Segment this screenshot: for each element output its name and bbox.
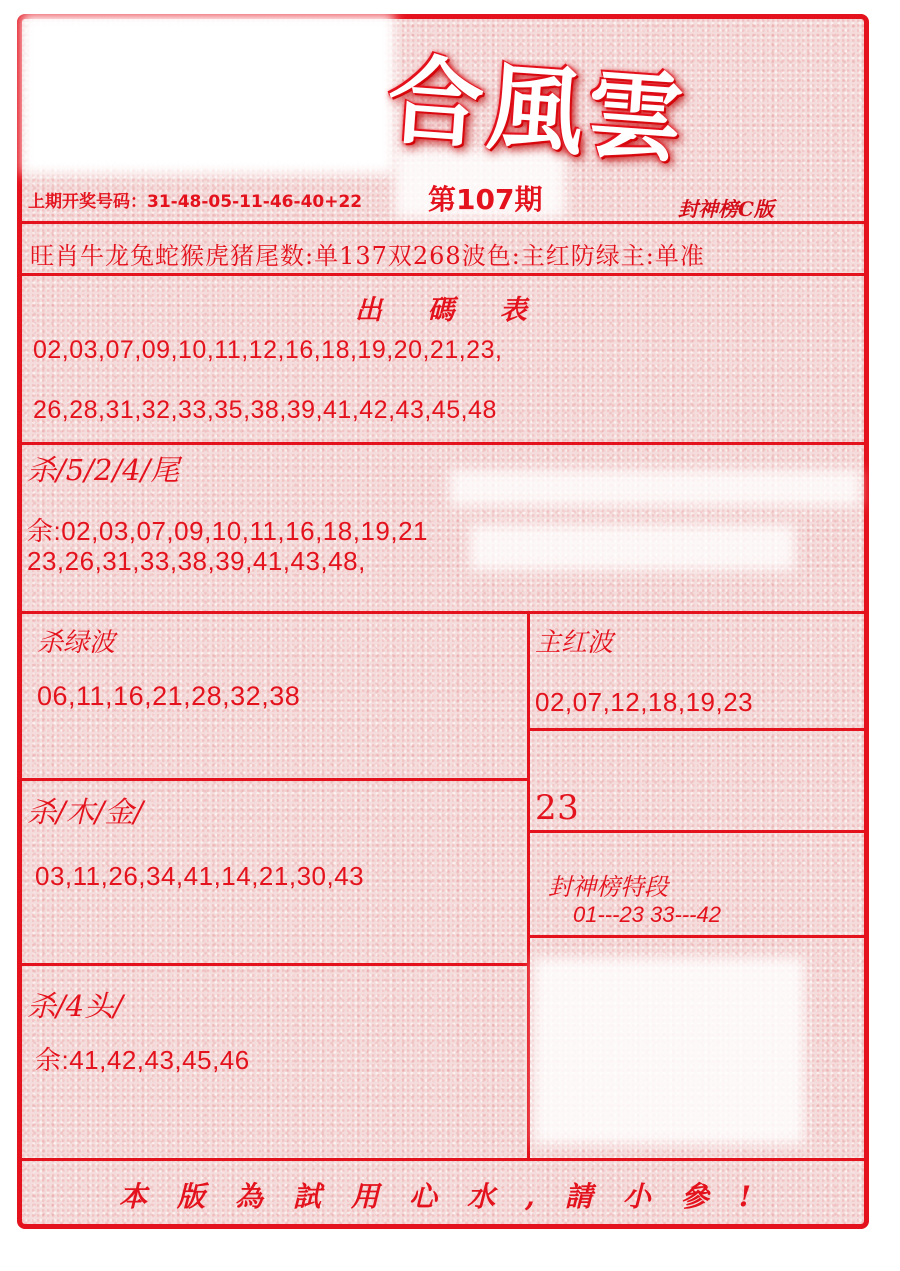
- main-red-numbers: 02,07,12,18,19,23: [535, 687, 754, 717]
- blurred-area: [470, 525, 795, 570]
- numbers-row: 26,28,31,32,33,35,38,39,41,42,43,45,48: [33, 396, 497, 424]
- divider: [20, 778, 530, 781]
- divider: [528, 935, 868, 938]
- divider: [20, 221, 868, 224]
- kill-elements-heading: 杀/木/金/: [27, 795, 144, 829]
- divider: [20, 273, 868, 276]
- footer-note: 本版為試用心水,請小參!: [118, 1180, 782, 1213]
- numbers-table-title: 出 碼 表: [355, 295, 545, 326]
- numbers-row: 02,03,07,09,10,11,12,16,18,19,20,21,23,: [33, 336, 503, 364]
- kill-green-numbers: 06,11,16,21,28,32,38: [37, 681, 301, 711]
- divider: [528, 830, 868, 833]
- divider: [20, 611, 868, 614]
- issue-number: 第107期: [428, 183, 543, 216]
- single-number: 23: [535, 788, 580, 828]
- divider: [20, 1158, 868, 1161]
- tip-line: 旺肖牛龙兔蛇猴虎猪尾数:单137双268波色:主红防绿主:单准: [30, 242, 705, 270]
- kill-heads-heading: 杀/4头/: [27, 989, 123, 1023]
- kill-heads-numbers: 余:41,42,43,45,46: [35, 1045, 250, 1075]
- column-divider: [527, 612, 530, 1159]
- edition-label: 封神榜C版: [678, 197, 774, 221]
- blurred-area: [534, 958, 804, 1144]
- special-segment-heading: 封神榜特段: [548, 873, 668, 901]
- main-red-heading: 主红波: [535, 628, 614, 658]
- kill-tails-row: 余:02,03,07,09,10,11,16,18,19,21: [27, 516, 429, 546]
- last-draw-numbers: 上期开奖号码：31-48-05-11-46-40+22: [28, 192, 363, 212]
- blurred-area: [450, 470, 860, 506]
- kill-tails-heading: 杀/5/2/4/尾: [27, 453, 180, 487]
- blurred-logo-area: [22, 14, 394, 174]
- divider: [528, 728, 868, 731]
- kill-green-heading: 杀绿波: [37, 628, 116, 658]
- kill-tails-row: 23,26,31,33,38,39,41,43,48,: [27, 546, 366, 576]
- divider: [20, 442, 868, 445]
- divider: [20, 963, 530, 966]
- kill-elements-numbers: 03,11,26,34,41,14,21,30,43: [35, 861, 365, 891]
- special-segment-value: 01---23 33---42: [573, 902, 721, 927]
- page-title: 合風雲: [383, 42, 691, 177]
